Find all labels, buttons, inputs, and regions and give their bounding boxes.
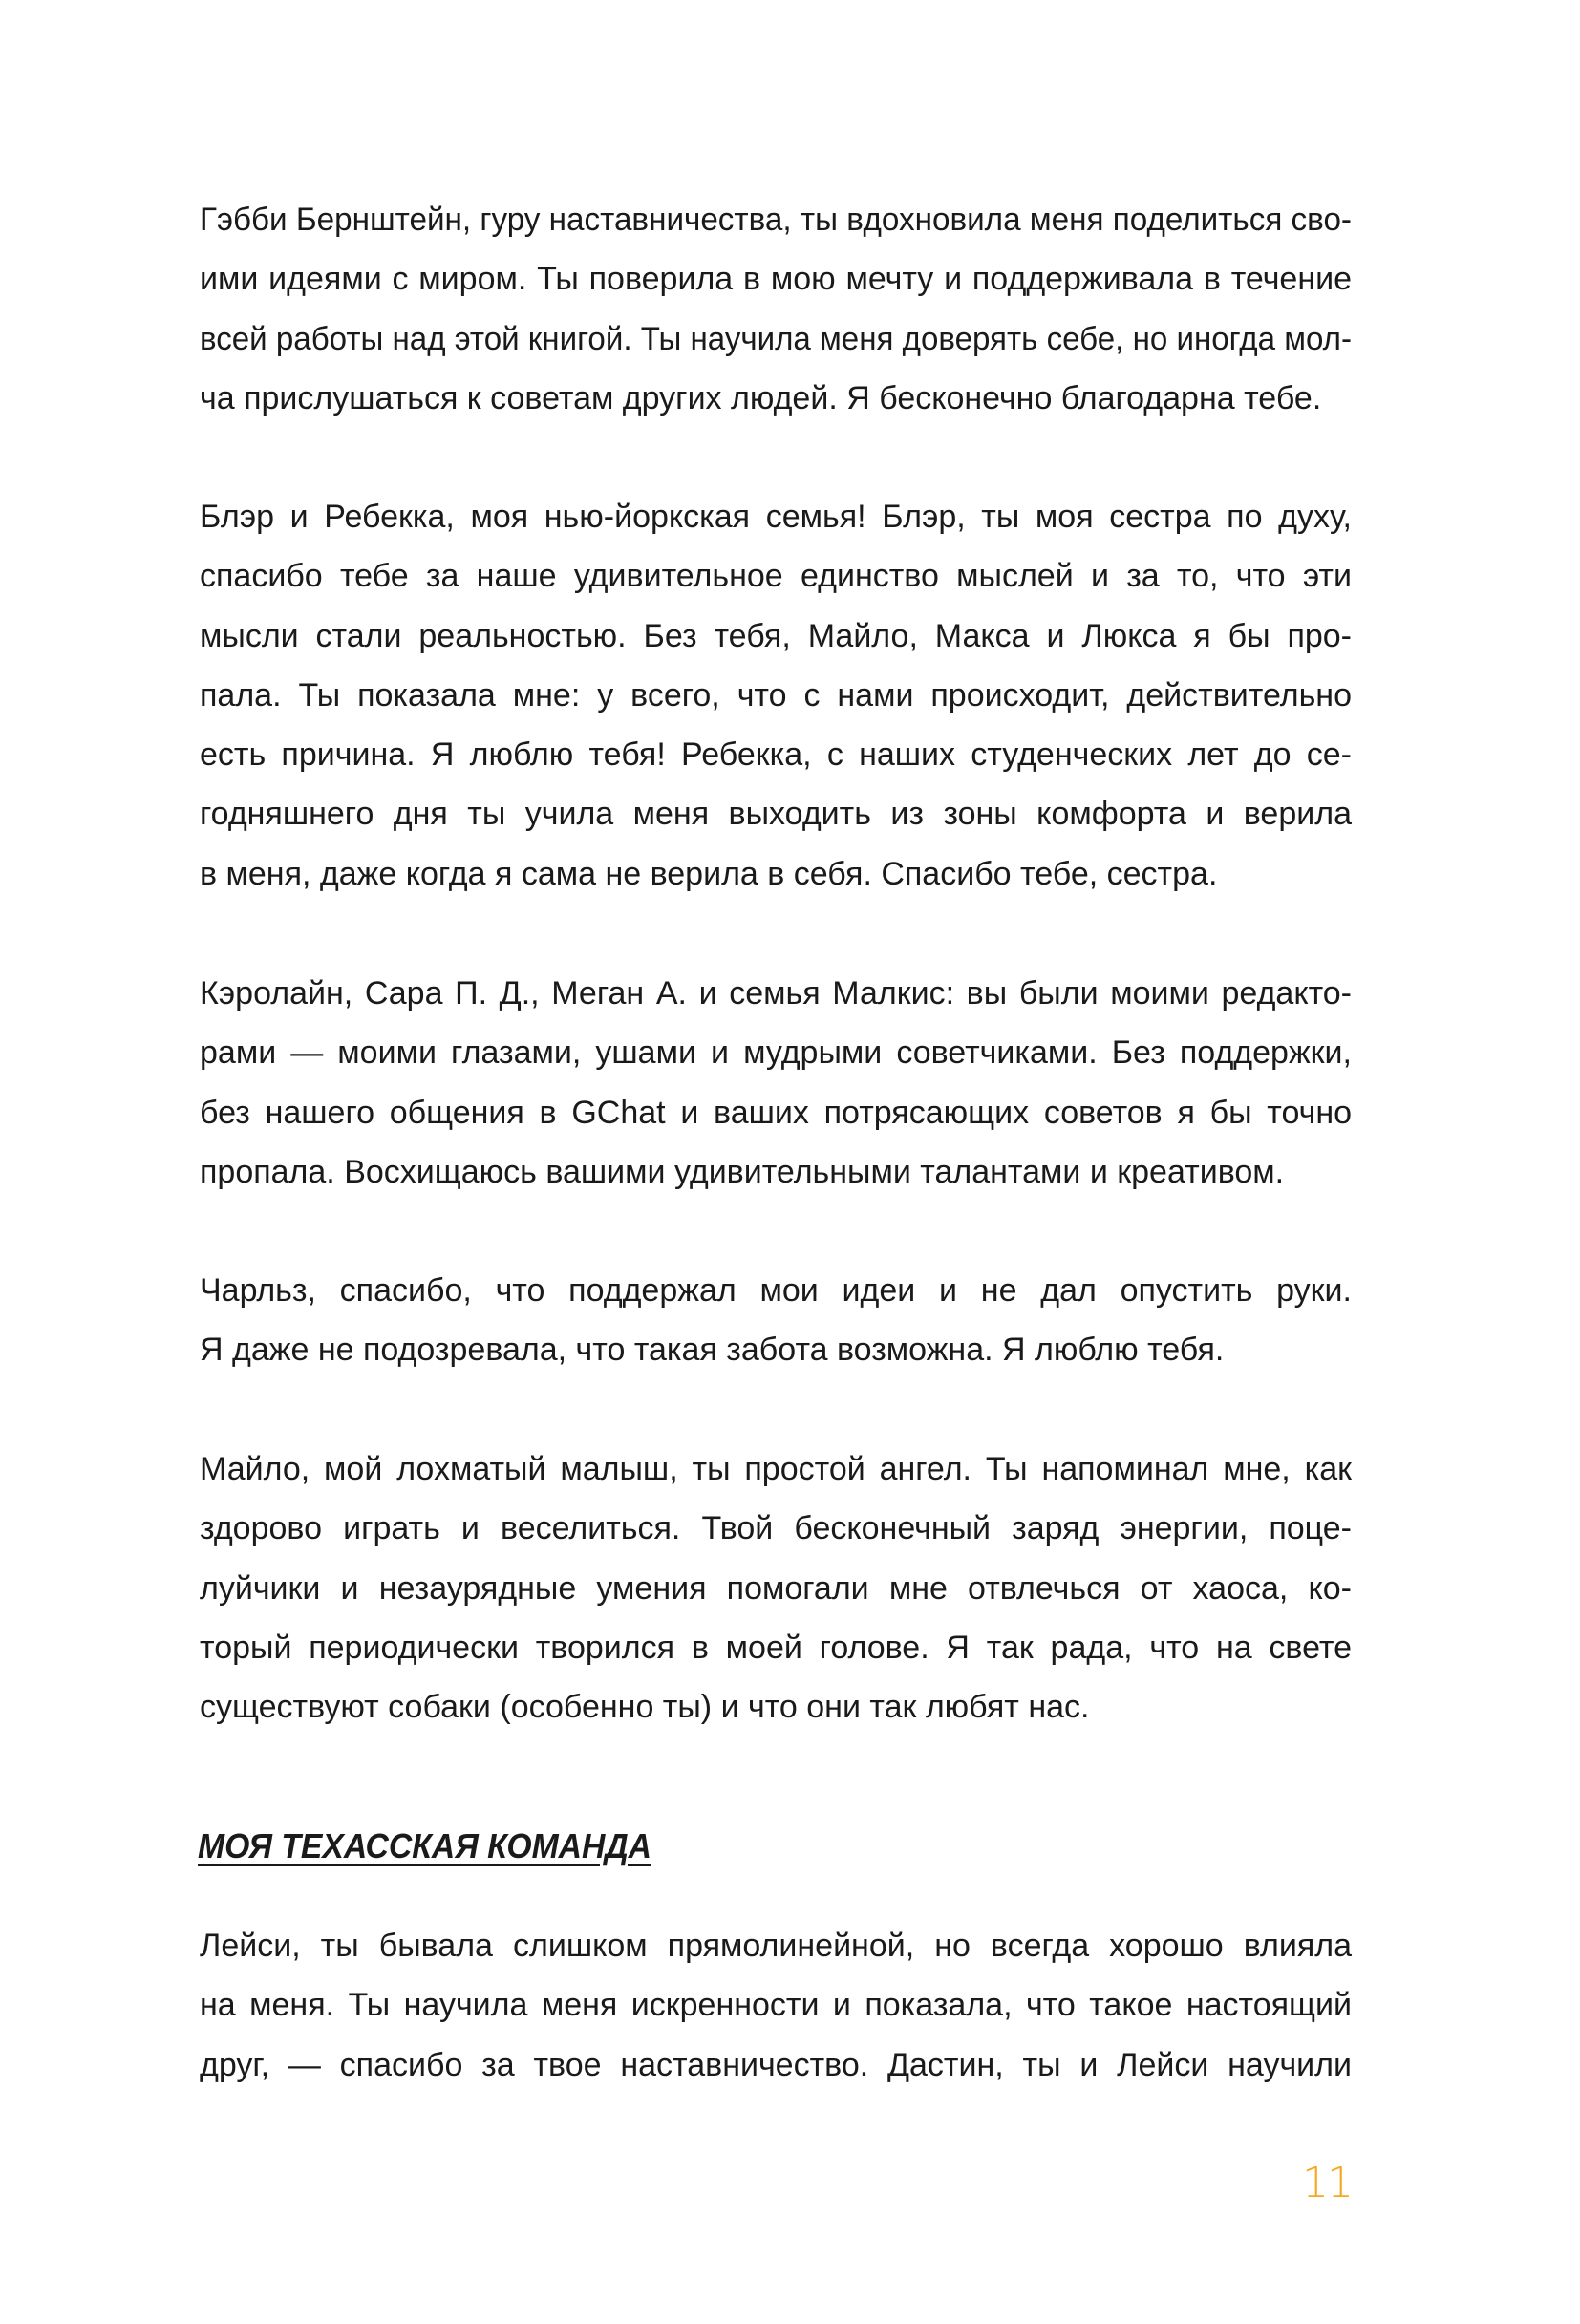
text-line: всей работы над этой книгой. Ты научила меня доверять себе, но иногда мол- bbox=[200, 320, 1352, 357]
paragraph-milo bbox=[200, 1439, 1352, 1737]
section-heading: МОЯ ТЕХАССКАЯ КОМАНДА bbox=[198, 1826, 651, 1866]
text-line: без нашего общения в GChat и ваших потрясающих советов я бы точно bbox=[200, 1094, 1352, 1131]
text-line: ими идеями с миром. Ты поверила в мою мечту и поддерживала в течение bbox=[200, 261, 1352, 298]
text-line: существуют собаки (особенно ты) и что они так любят нас. bbox=[200, 1689, 1090, 1726]
text-line: луйчики и незаурядные умения помогали мне отвлечься от хаоса, ко- bbox=[200, 1569, 1352, 1607]
paragraph-editors bbox=[200, 964, 1352, 1202]
text-line: пала. Ты показала мне: у всего, что с нами происходит, действительно bbox=[200, 676, 1352, 714]
paragraph-lacey-dustin bbox=[200, 1916, 1352, 2095]
text-line: мысли стали реальностью. Без тебя, Майло, Макса и Люкса я бы про- bbox=[200, 617, 1352, 654]
text-line: Чарльз, спасибо, что поддержал мои идеи и не дал опустить руки. bbox=[200, 1272, 1352, 1309]
paragraph-blair-rebecca bbox=[200, 487, 1352, 904]
text-line: пропала. Восхищаюсь вашими удивительными талантами и креативом. bbox=[200, 1153, 1285, 1190]
text-line: друг, — спасибо за твое наставничество. Дастин, ты и Лейси научили bbox=[200, 2046, 1352, 2083]
text-line: Я даже не подозревала, что такая забота возможна. Я люблю тебя. bbox=[200, 1332, 1225, 1369]
text-line: рами — моими глазами, ушами и мудрыми советчиками. Без поддержки, bbox=[200, 1034, 1352, 1072]
page-number: 11 bbox=[1302, 2159, 1352, 2207]
text-line: спасибо тебе за наше удивительное единство мыслей и за то, что эти bbox=[200, 558, 1352, 595]
text-line: Майло, мой лохматый малыш, ты простой ангел. Ты напоминал мне, как bbox=[200, 1451, 1352, 1487]
text-line: торый периодически творился в моей голове. Я так рада, что на свете bbox=[200, 1629, 1352, 1666]
paragraph-charles bbox=[200, 1261, 1352, 1380]
text-line: в меня, даже когда я сама не верила в себя. Спасибо тебе, сестра. bbox=[200, 855, 1218, 892]
text-line: годняшнего дня ты учила меня выходить из зоны комфорта и верила bbox=[200, 796, 1352, 833]
text-line: здорово играть и веселиться. Твой бесконечный заряд энергии, поце- bbox=[200, 1510, 1352, 1547]
text-line: Лейси, ты бывала слишком прямолинейной, но всегда хорошо влияла bbox=[200, 1928, 1352, 1964]
text-line: на меня. Ты научила меня искренности и показала, что такое настоящий bbox=[200, 1987, 1352, 2024]
text-line: есть причина. Я люблю тебя! Ребекка, с наших студенческих лет до се- bbox=[200, 736, 1352, 774]
text-line: Кэролайн, Сара П. Д., Меган А. и семья Малкис: вы были моими редакто- bbox=[200, 975, 1352, 1012]
text-line: Блэр и Ребекка, моя нью-йоркская семья! Блэр, ты моя сестра по духу, bbox=[200, 499, 1352, 535]
text-line: Гэбби Бернштейн, гуру наставничества, ты вдохновила меня поделиться сво- bbox=[200, 202, 1352, 238]
text-line: ча прислушаться к советам других людей. Я бесконечно благодарна тебе. bbox=[200, 379, 1322, 416]
paragraph-gabby bbox=[200, 190, 1352, 428]
